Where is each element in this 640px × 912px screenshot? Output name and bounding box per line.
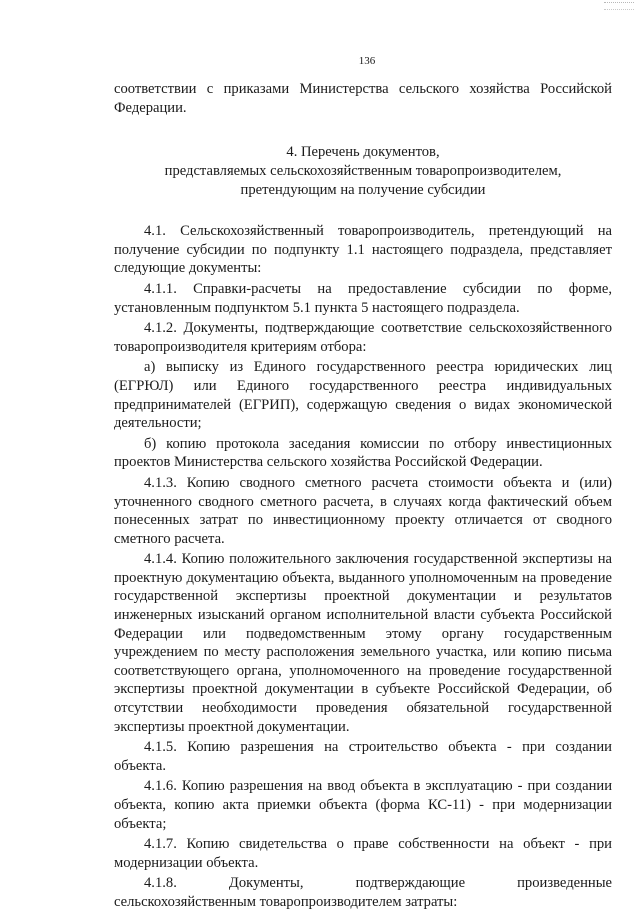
paragraph-4-1-4: 4.1.4. Копию положительного заключения государственной экспертизы на проектную документацию объекта, выданного уполномоченным на проведение государственной экспертизы проектной документации и результатов инженерных изысканий органом исполнительной власти субъекта Российской Федерации или подведомственным этому органу государственным учреждением по месту расположения земельного участка, или копию письма соответствующего органа, уполномоченного на проведение государственной экспертизы проектной документации в субъекте Российской Федерации, об отсутствии необходимости проведения обязательной государственной экспертизы проектной документации. [114,551,612,735]
document-page [114,54,612,912]
section-heading-line-3: претендующим на получение субсидии [240,182,486,199]
intro-paragraph: соответствии с приказами Министерства сельского хозяйства Российской Федерации. [114,81,612,116]
paragraph-4-1-8: 4.1.8. Документы, подтверждающие произведенные сельскохозяйственным товаропроизводителем затраты: [114,875,612,910]
section-heading-line-2: представляемых сельскохозяйственным товаропроизводителем, [164,163,562,180]
paragraph-4-1-3: 4.1.3. Копию сводного сметного расчета стоимости объекта и (или) уточненного сводного сметного расчета, в случаях когда фактический объем понесенных затрат по инвестиционному проекту отличается от сводного сметного расчета. [114,474,612,547]
section-heading-line-1: 4. Перечень документов, [286,144,440,161]
scan-corner-mark [604,2,634,10]
paragraph-item-a: а) выписку из Единого государственного реестра юридических лиц (ЕГРЮЛ) или Единого государственного реестра индивидуальных предпринимателей (ЕГРИП), содержащую сведения о видах экономической деятельности; [114,359,612,432]
paragraph-4-1-1: 4.1.1. Справки-расчеты на предоставление субсидии по форме, установленным подпунктом 5.1 пункта 5 настоящего подраздела. [114,280,612,316]
paragraph-item-b: б) копию протокола заседания комиссии по отбору инвестиционных проектов Министерства сельского хозяйства Российской Федерации. [114,435,612,471]
section-heading [114,143,612,200]
page-number: 136 [358,55,376,67]
paragraph-4-1-5: 4.1.5. Копию разрешения на строительство объекта - при создании объекта. [114,739,612,774]
paragraph-4-1-2: 4.1.2. Документы, подтверждающие соответствие сельскохозяйственного товаропроизводителя критериям отбора: [114,320,612,355]
paragraph-4-1: 4.1. Сельскохозяйственный товаропроизводитель, претендующий на получение субсидии по подпункту 1.1 настоящего подраздела, представляет следующие документы: [114,223,612,277]
paragraph-4-1-6: 4.1.6. Копию разрешения на ввод объекта в эксплуатацию - при создании объекта, копию акта приемки объекта (форма КС-11) - при модернизации объекта; [114,778,612,832]
paragraph-4-1-7: 4.1.7. Копию свидетельства о праве собственности на объект - при модернизации объекта. [114,836,612,871]
